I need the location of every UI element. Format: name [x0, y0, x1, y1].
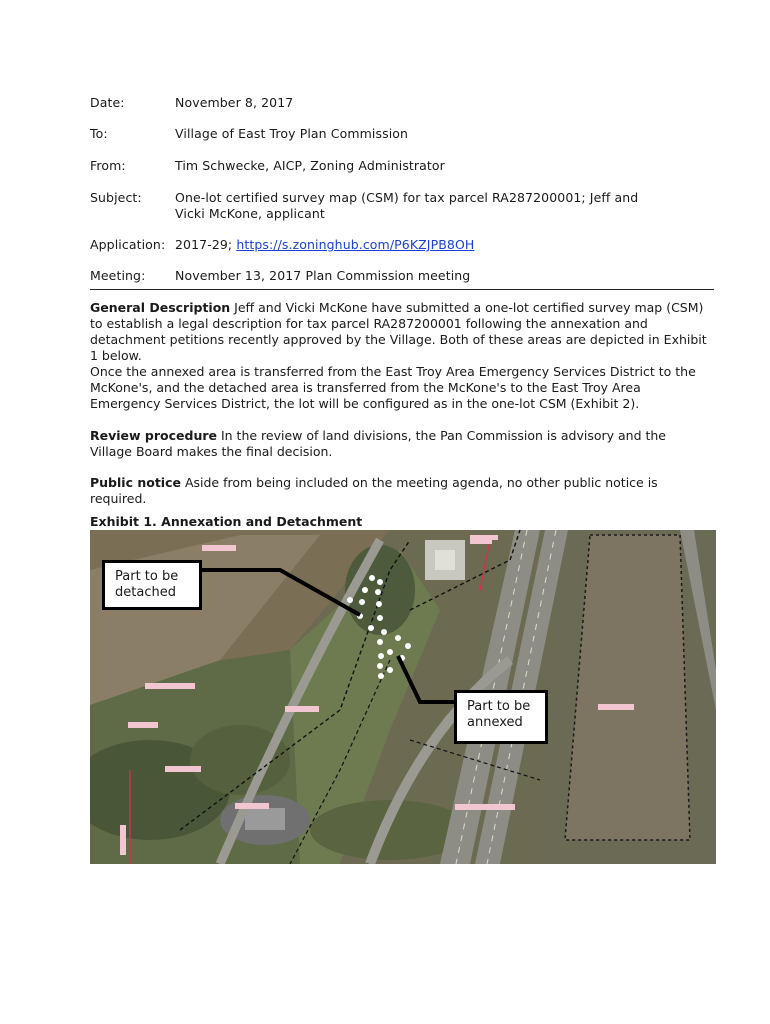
to-label: To: [90, 126, 108, 141]
public-notice-text: Aside from being included on the meeting agenda, no other public notice is required. [90, 475, 658, 506]
to-value: Village of East Troy Plan Commission [175, 126, 409, 141]
date-value: November 8, 2017 [175, 95, 294, 110]
public-notice-paragraph [90, 475, 710, 507]
from-value: Tim Schwecke, AICP, Zoning Administrator [175, 158, 445, 173]
meeting-label: Meeting: [90, 268, 146, 283]
application-label: Application: [90, 237, 166, 252]
review-procedure-paragraph [90, 428, 710, 460]
subject-value: One-lot certified survey map (CSM) for tax parcel RA287200001; Jeff and Vicki McKone, applicant [175, 190, 639, 221]
aerial-map [90, 530, 716, 864]
callout-annexed: Part to be annexed [454, 690, 548, 744]
general-description-text: Jeff and Vicki McKone have submitted a one-lot certified survey map (CSM) to establish a legal description for tax parcel RA287200001 following the annexation and detachment petitions recently approved by the Village. Both of these areas are depicted in Exhibit 1 below. [90, 300, 707, 363]
general-description-heading: General Description [90, 300, 231, 315]
from-label: From: [90, 158, 126, 173]
date-label: Date: [90, 95, 125, 110]
transfer-paragraph [90, 364, 710, 412]
meeting-value: November 13, 2017 Plan Commission meeting [175, 268, 471, 283]
general-description-paragraph [90, 300, 710, 364]
subject-label: Subject: [90, 190, 142, 205]
review-procedure-text: In the review of land divisions, the Pan Commission is advisory and the Village Board makes the final decision. [90, 428, 666, 459]
application-value [175, 237, 655, 253]
exhibit-title: Exhibit 1. Annexation and Detachment [90, 514, 363, 529]
transfer-text: Once the annexed area is transferred from the East Troy Area Emergency Services District to the McKone's, and the detached area is transferred from the McKone's to the East Troy Area Emergency Services District, the lot will be configured as in the one-lot CSM (Exhibit 2). [90, 364, 696, 411]
review-procedure-heading: Review procedure [90, 428, 217, 443]
application-number: 2017-29; [175, 237, 237, 252]
header-divider [90, 289, 714, 290]
application-link[interactable]: https://s.zoninghub.com/P6KZJPB8OH [236, 237, 475, 252]
public-notice-heading: Public notice [90, 475, 181, 490]
callout-detached: Part to be detached [102, 560, 202, 610]
